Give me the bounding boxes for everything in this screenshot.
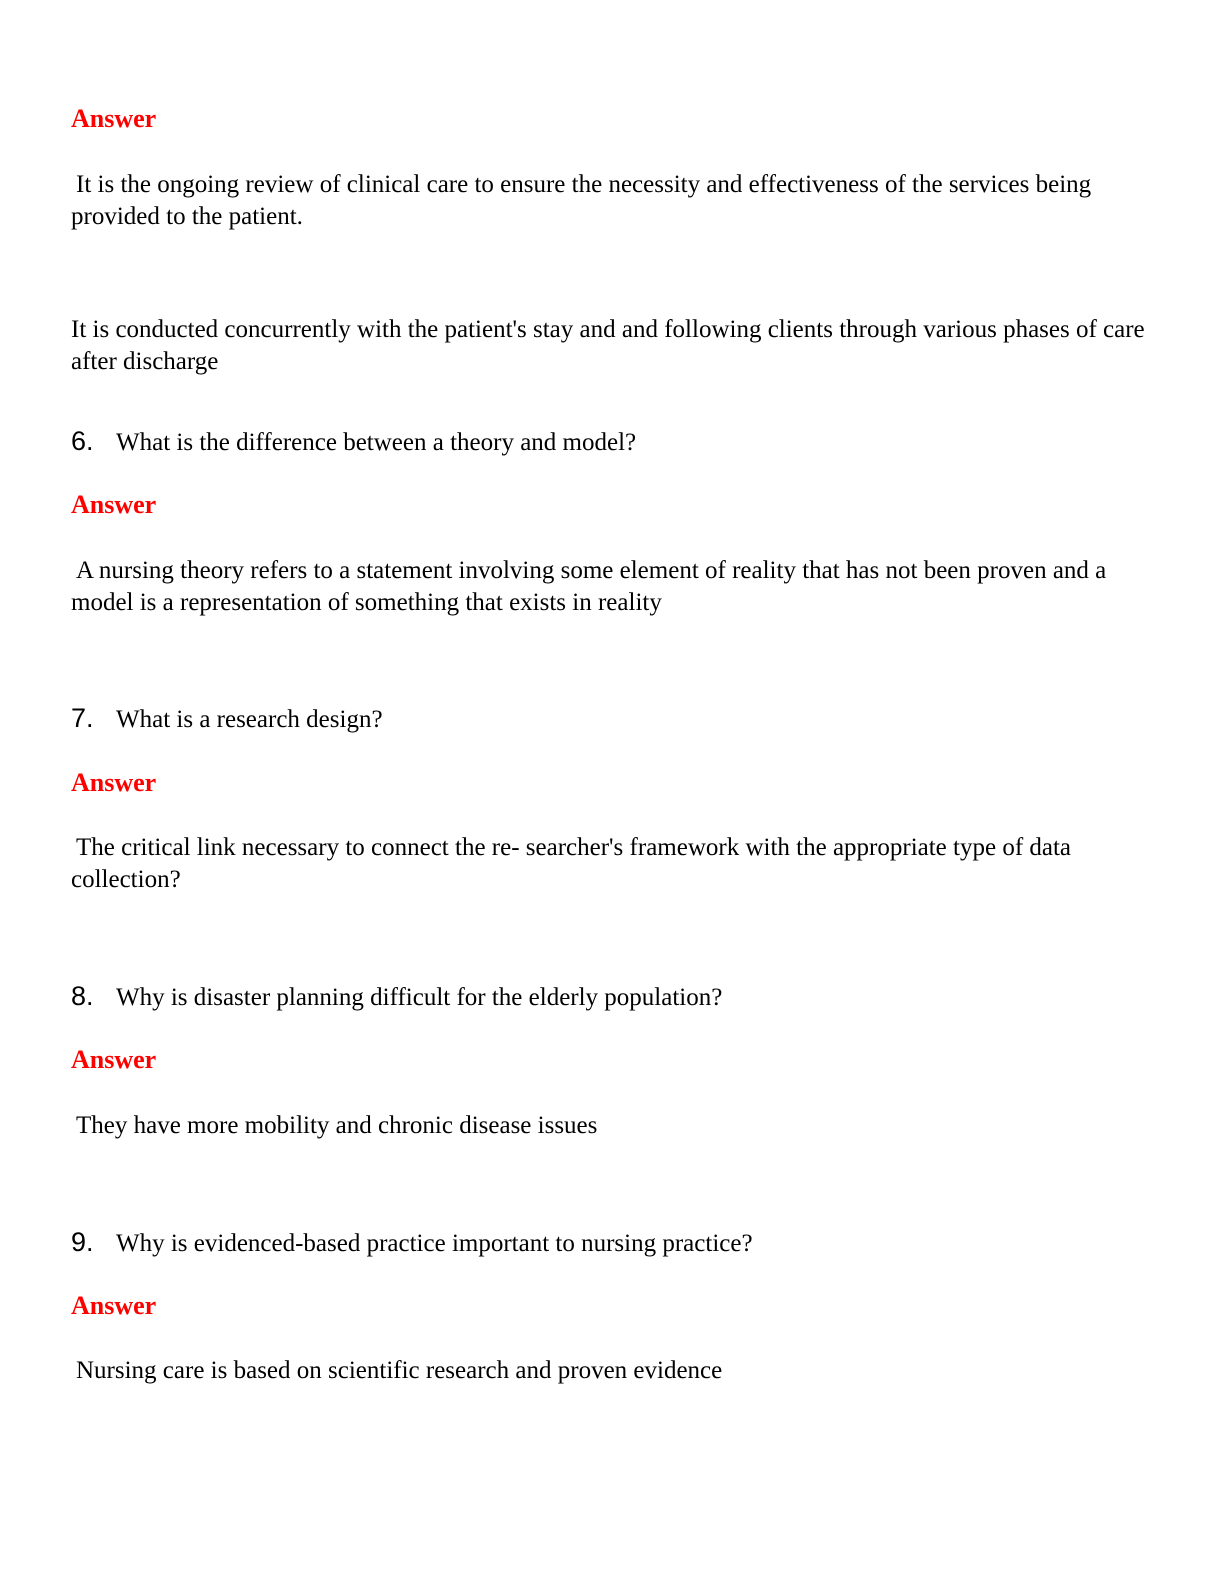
- question-number: 7.: [71, 703, 94, 733]
- answer-label: Answer: [71, 1045, 157, 1074]
- question-text: What is the difference between a theory and model?: [116, 429, 637, 456]
- answer-text: It is the ongoing review of clinical care to ensure the necessity and effectiveness of the services being provided to the patient.: [71, 171, 1092, 230]
- answer-label: Answer: [71, 104, 157, 133]
- question-number: 6.: [71, 426, 94, 456]
- question-9: [71, 1227, 1146, 1258]
- answer-text: They have more mobility and chronic disease issues: [76, 1112, 598, 1139]
- question-text: Why is evidenced-based practice important to nursing practice?: [116, 1230, 753, 1257]
- question-6: [71, 426, 1146, 457]
- question-number: 8.: [71, 981, 94, 1011]
- answer-label: Answer: [71, 490, 157, 519]
- answer-text: Nursing care is based on scientific research and proven evidence: [76, 1357, 723, 1384]
- answer-text: A nursing theory refers to a statement involving some element of reality that has not been proven and a model is a representation of something that exists in reality: [71, 557, 1107, 616]
- answer-text: It is conducted concurrently with the patient's stay and and following clients through various phases of care after discharge: [71, 316, 1145, 375]
- question-text: What is a research design?: [116, 706, 383, 733]
- answer-label: Answer: [71, 768, 157, 797]
- question-8: [71, 981, 1146, 1012]
- answer-text: The critical link necessary to connect the re- searcher's framework with the appropriate type of data collection?: [71, 834, 1072, 893]
- question-text: Why is disaster planning difficult for the elderly population?: [116, 984, 723, 1011]
- answer-label: Answer: [71, 1291, 157, 1320]
- question-7: [71, 703, 1146, 734]
- question-number: 9.: [71, 1227, 94, 1257]
